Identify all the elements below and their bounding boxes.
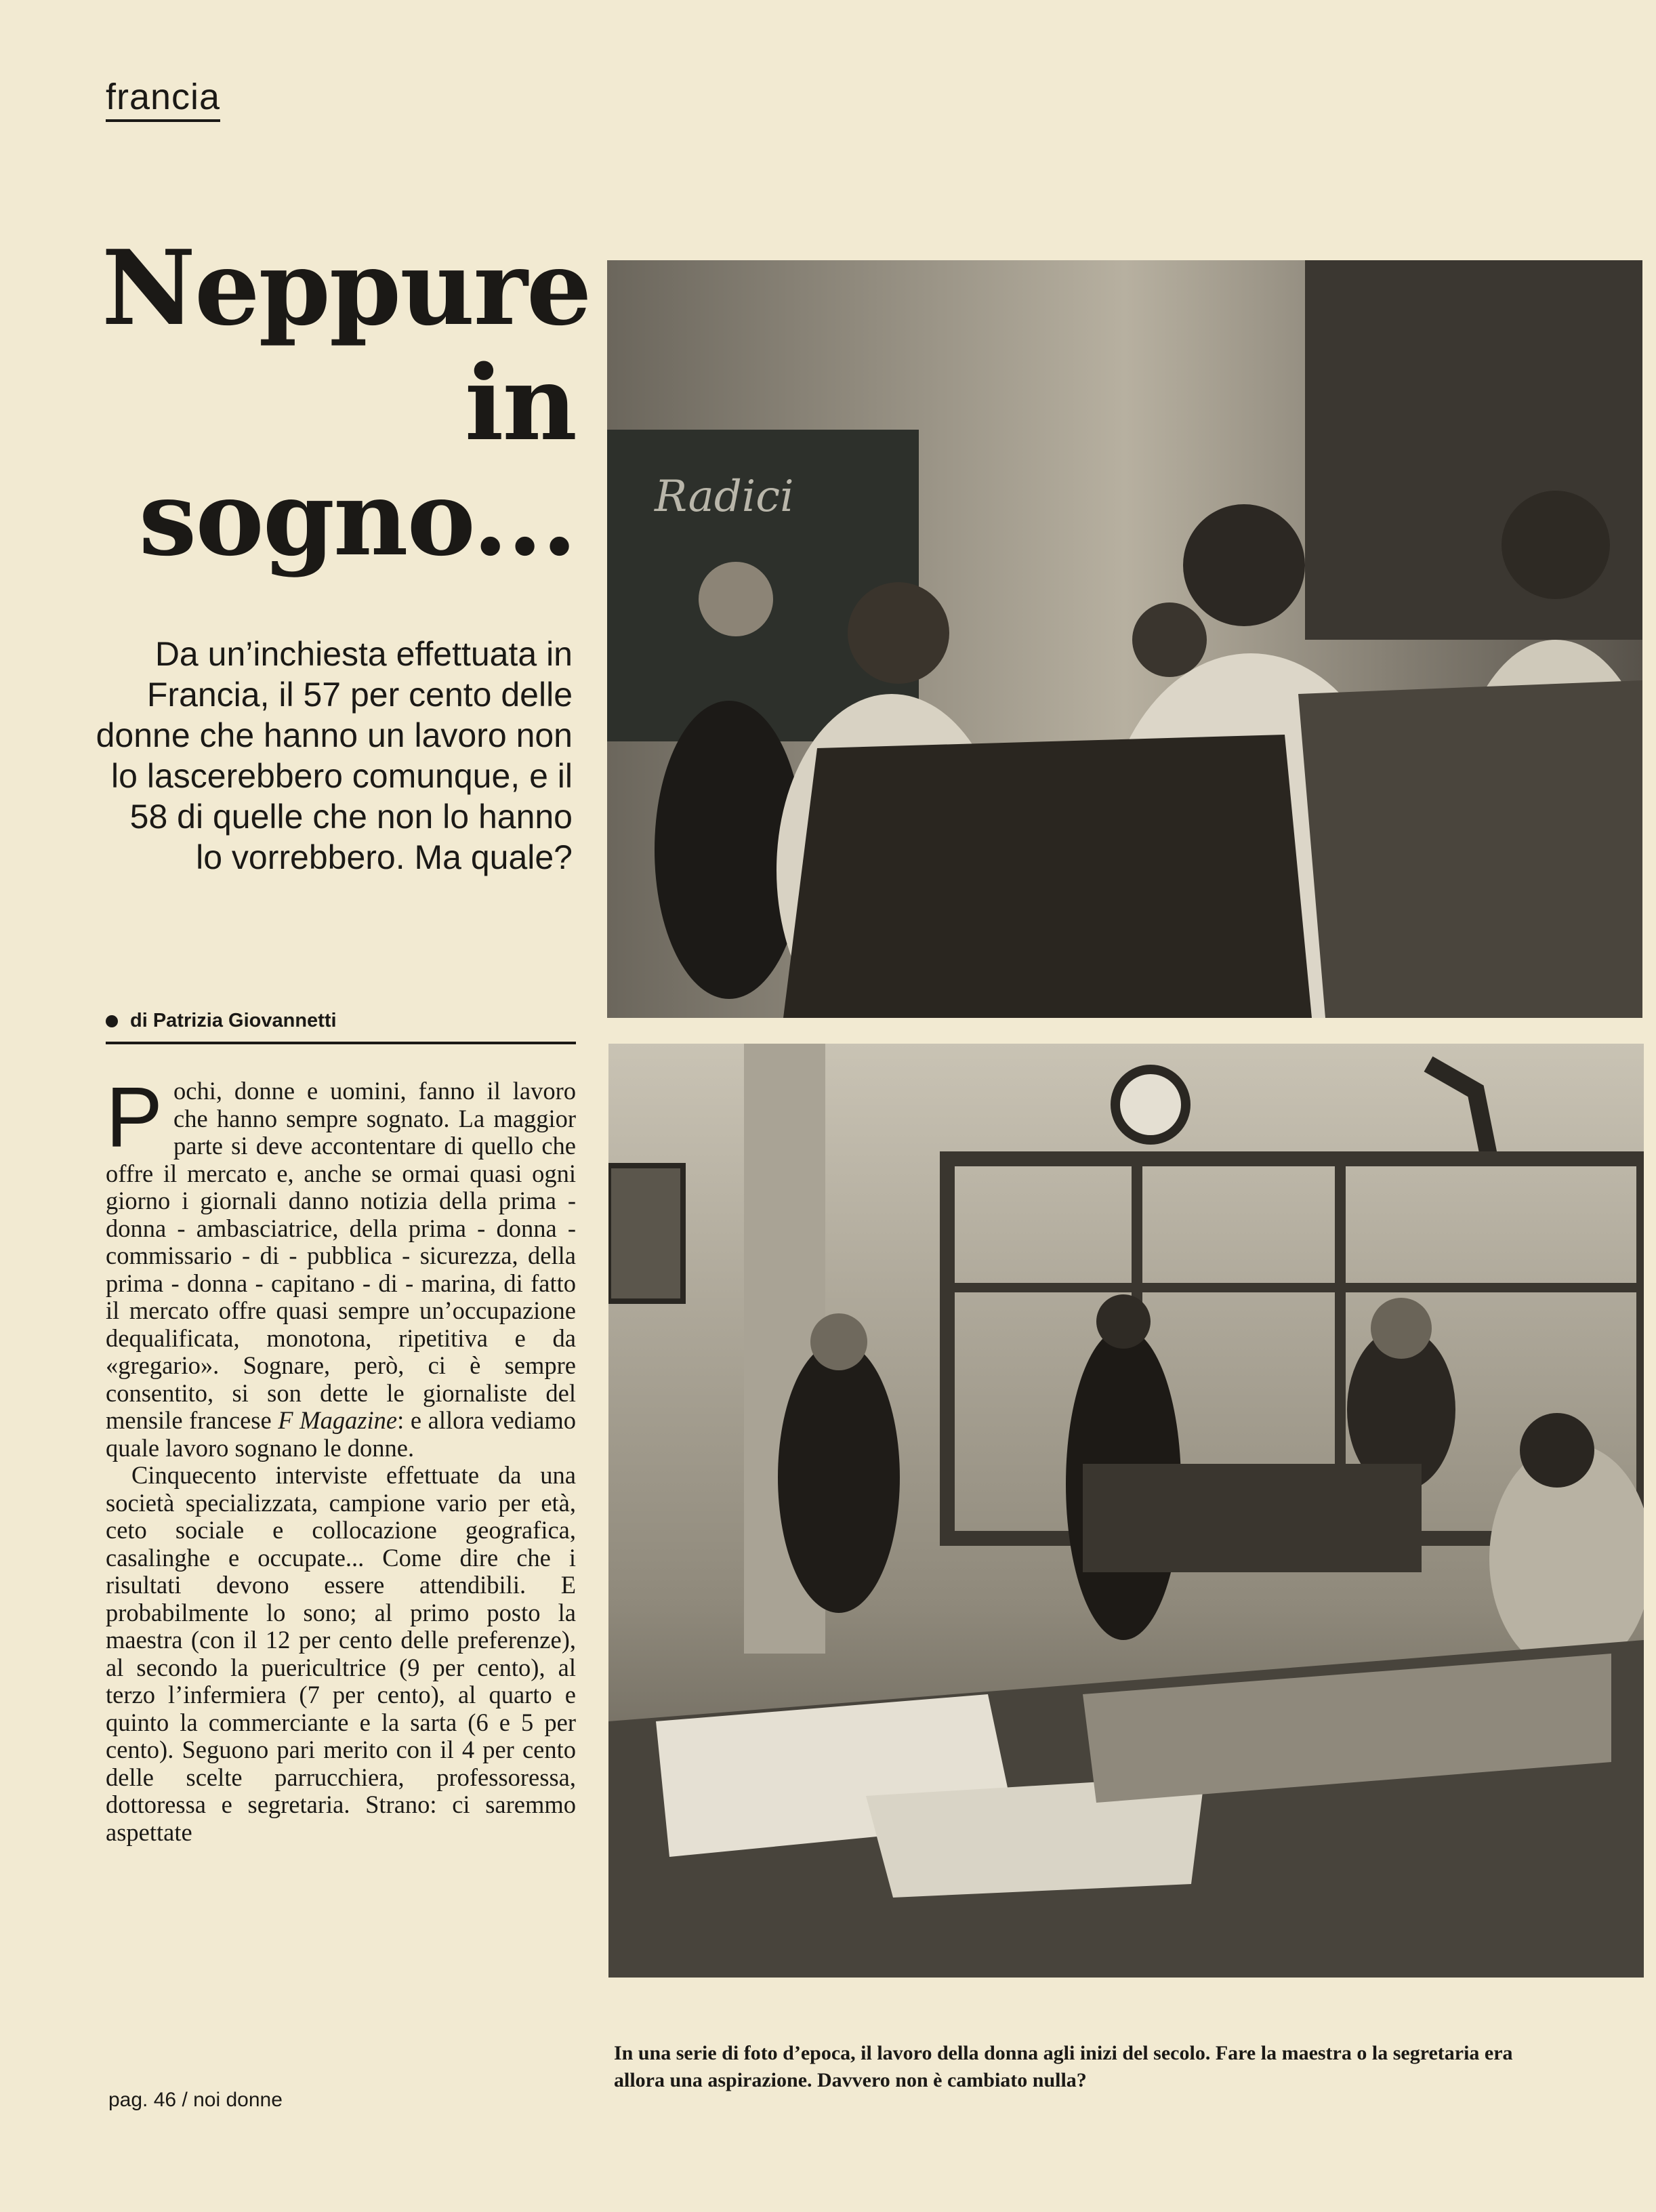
footer-separator: / bbox=[182, 2089, 188, 2111]
author: di Patrizia Giovannetti bbox=[130, 1010, 337, 1031]
office-photo bbox=[608, 1044, 1644, 1978]
byline bbox=[106, 1010, 576, 1044]
paragraph: Pochi, donne e uomini, fanno il lavoro che hanno sempre sognato. La maggior parte si deve accontentare di quello che offre il mercato e, anche se ormai quasi ogni giorno i giornali danno notizia della prima - donna - ambasciatrice, della prima - donna - commissario - di - pubblica - sicurezza, della prima - donna - capitano - di - marina, di fatto il mercato offre quasi sempre un’occupazione dequalificata, monotona, ripetitiva e da «gregario». Sognare, però, ci è sempre consentito, si son dette le giornaliste del mensile francese F Magazine: e allora vediamo quale lavoro sognano le donne. bbox=[106, 1078, 576, 1462]
paragraph: Cinquecento interviste effettuate da una società specializzata, campione vario per età, ceto sociale e collocazione geografica, casalinghe e occupate... Come dire che i risultati devono essere attendibili. E probabilmente lo sono; al primo posto la maestra (con il 12 per cento delle preferenze), al secondo la puericultrice (9 per cento), al terzo l’infermiera (7 per cento), al quarto e quinto la commerciante e la sarta (6 e 5 per cento). Seguono pari merito con il 4 per cento delle scelte parrucchiera, professoressa, dottoressa e segretaria. Strano: ci saremmo aspettate bbox=[106, 1461, 576, 1846]
bullet-icon bbox=[106, 1015, 118, 1027]
blackboard-text: Radici bbox=[655, 472, 794, 522]
page-number: pag. 46 bbox=[108, 2089, 177, 2111]
title-line: sogno... bbox=[138, 457, 576, 579]
article-subtitle: Da un’inchiesta effettuata in Francia, il 57 per cento delle donne che hanno un lavoro non lo lascerebbero comunque, e il 58 di quelle che non lo hanno lo vorrebbero. Ma quale? bbox=[96, 635, 573, 876]
title-line: Neppure bbox=[102, 227, 591, 348]
page-footer bbox=[108, 2089, 283, 2112]
magazine-title: noi donne bbox=[193, 2089, 283, 2111]
photo-caption: In una serie di foto d’epoca, il lavoro della donna agli inizi del secolo. Fare la maestra o la segretaria era allora una aspirazione. Davvero non è cambiato nulla? bbox=[614, 2042, 1513, 2091]
magazine-name: F Magazine bbox=[278, 1406, 398, 1434]
article-title bbox=[102, 227, 591, 579]
title-line: in bbox=[464, 342, 576, 464]
section-label: francia bbox=[106, 76, 220, 122]
classroom-photo bbox=[607, 260, 1642, 1018]
drop-cap: P bbox=[106, 1078, 163, 1165]
article-body bbox=[106, 1078, 576, 2053]
